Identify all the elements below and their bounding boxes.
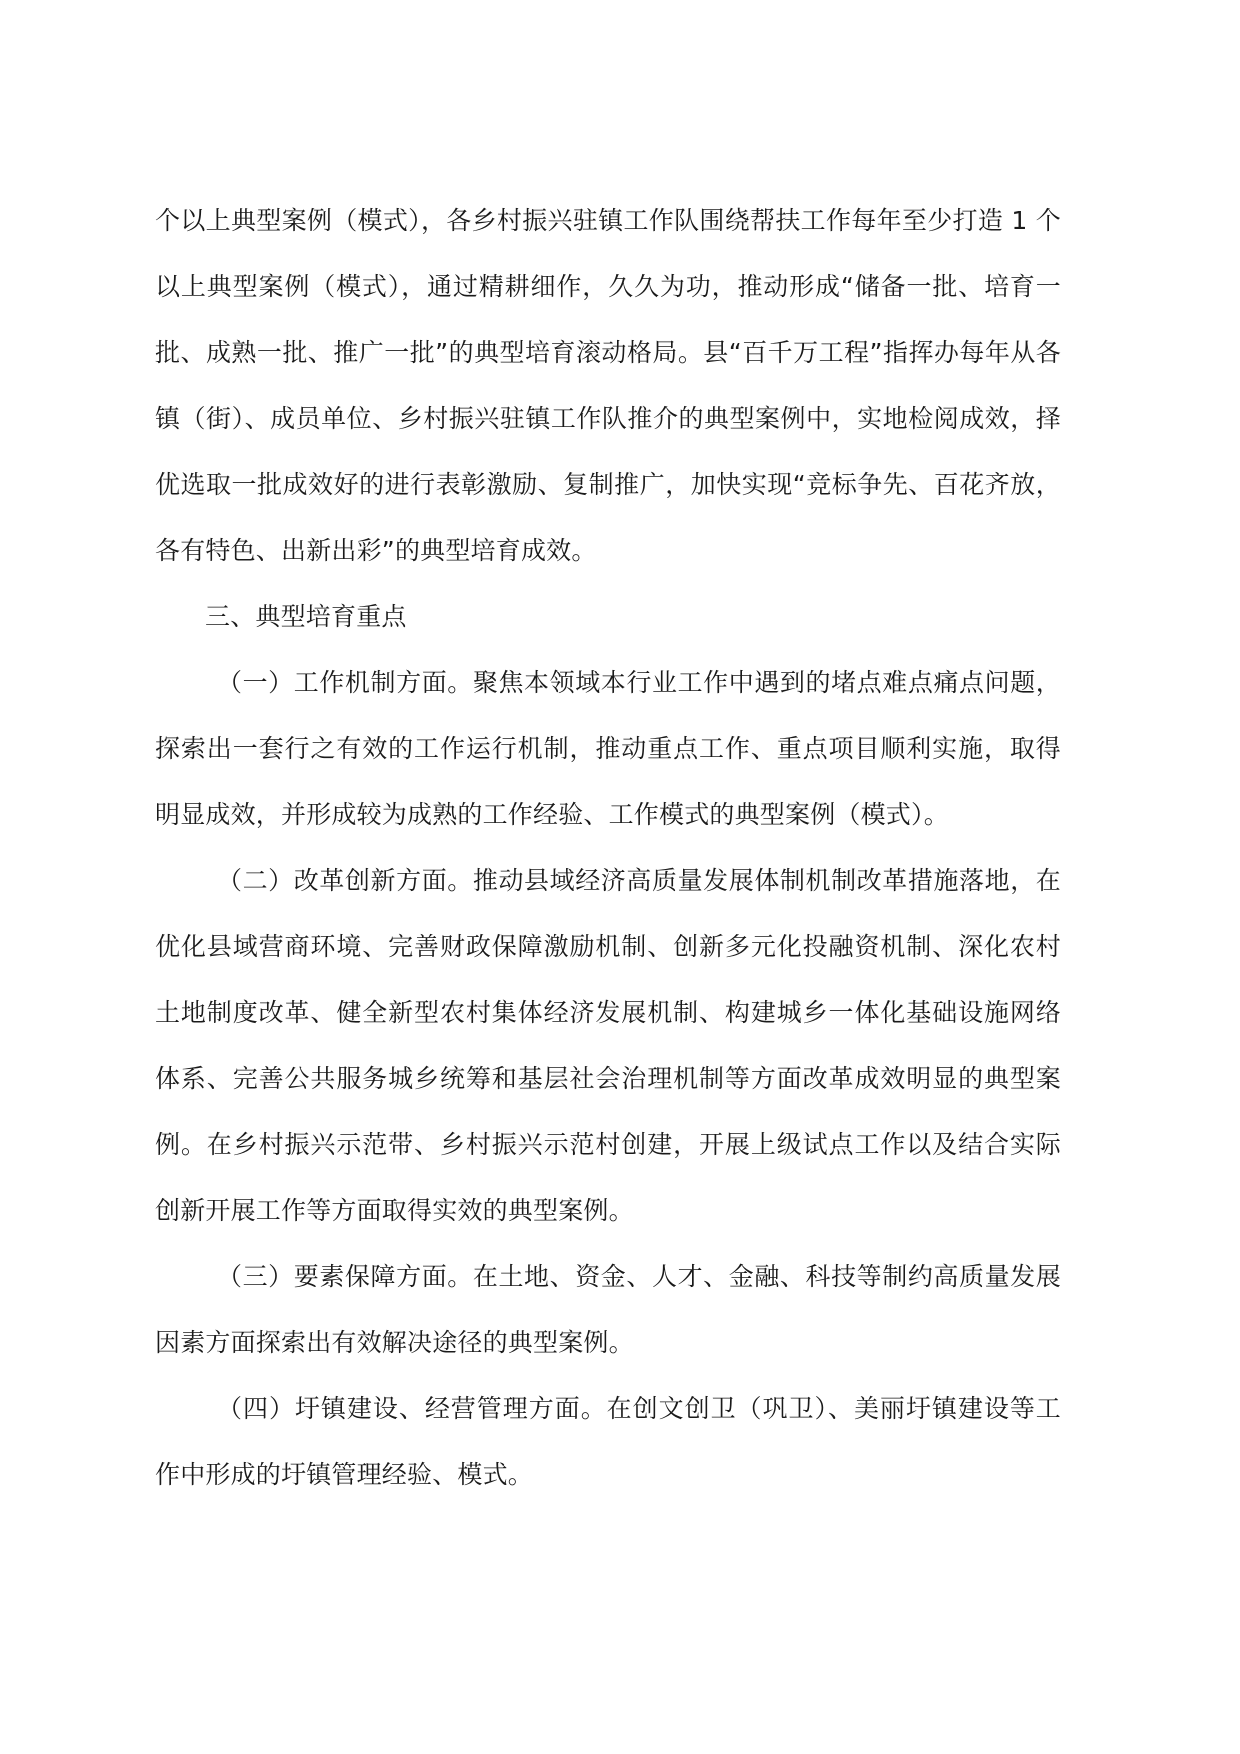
paragraph-reform-innovation: （二）改革创新方面。推动县域经济高质量发展体制机制改革措施落地，在优化县域营商环境、完善财政保障激励机制、创新多元化投融资机制、深化农村土地制度改革、健全新型农村集体经济发展机制、构建城乡一体化基础设施网络体系、完善公共服务城乡统筹和基层社会治理机制等方面改革成效明显的典型案例。在乡村振兴示范带、乡村振兴示范村创建，开展上级试点工作以及结合实际创新开展工作等方面取得实效的典型案例。: [155, 866, 1061, 1225]
paragraph-town-construction-management: （四）圩镇建设、经营管理方面。在创文创卫（巩卫）、美丽圩镇建设等工作中形成的圩镇管理经验、模式。: [155, 1394, 1061, 1489]
paragraph-work-mechanism: （一）工作机制方面。聚焦本领域本行业工作中遇到的堵点难点痛点问题，探索出一套行之有效的工作运行机制，推动重点工作、重点项目顺利实施，取得明显成效，并形成较为成熟的工作经验、工作模式的典型案例（模式）。: [155, 668, 1061, 829]
paragraph-factor-guarantee: （三）要素保障方面。在土地、资金、人才、金融、科技等制约高质量发展因素方面探索出有效解决途径的典型案例。: [155, 1262, 1061, 1357]
document-body: [155, 188, 1061, 1508]
paragraph-typical-cases-continued: 个以上典型案例（模式），各乡村振兴驻镇工作队围绕帮扶工作每年至少打造 1 个以上典型案例（模式），通过精耕细作，久久为功，推动形成“储备一批、培育一批、成熟一批、推广一批”的典型培育滚动格局。县“百千万工程”指挥办每年从各镇（街）、成员单位、乡村振兴驻镇工作队推介的典型案例中，实地检阅成效，择优选取一批成效好的进行表彰激励、复制推广，加快实现“竞标争先、百花齐放，各有特色、出新出彩”的典型培育成效。: [155, 206, 1061, 565]
section-heading-typical-cultivation-focus: 三、典型培育重点: [205, 602, 407, 631]
